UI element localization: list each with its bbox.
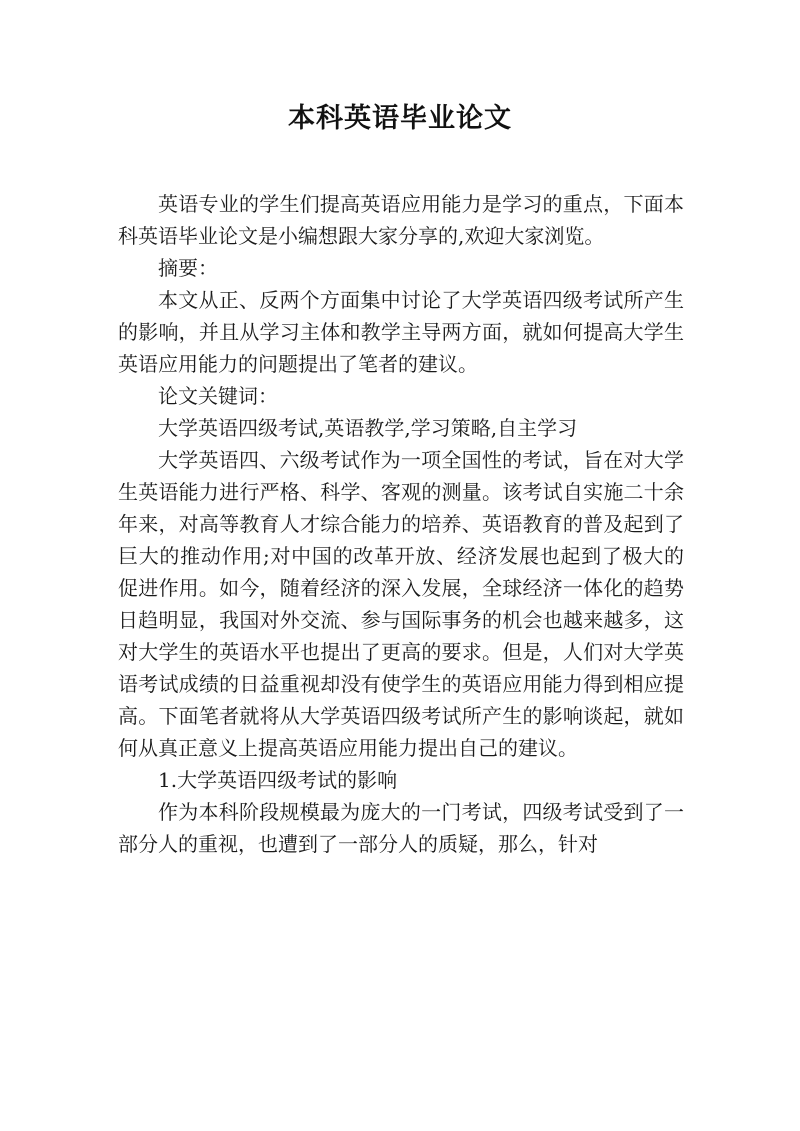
section-heading: 1.大学英语四级考试的影响 xyxy=(158,768,398,792)
body-paragraph: 大学英语四、六级考试作为一项全国性的考试，旨在对大学生英语能力进行严格、科学、客观的测量。该考试自实施二十余年来，对高等教育人才综合能力的培养、英语教育的普及起到了巨大的推动作用;对中国的改革开放、经济发展也起到了极大的促进作用。如今，随着经济的深入发展，全球经济一体化的趋势日趋明显，我国对外交流、参与国际事务的机会也越来越多，这对大学生的英语水平也提出了更高的要求。但是，人们对大学英语考试成绩的日益重视却没有使学生的英语应用能力得到相应提高。下面笔者就将从大学英语四级考试所产生的影响谈起，就如何从真正意义上提高英语应用能力提出自己的建议。 xyxy=(118,448,684,760)
document-title: 本科英语毕业论文 xyxy=(288,103,512,134)
abstract-paragraph: 本文从正、反两个方面集中讨论了大学英语四级考试所产生的影响，并且从学习主体和教学主导两方面，就如何提高大学生英语应用能力的问题提出了笔者的建议。 xyxy=(118,288,684,376)
abstract-heading: 摘要： xyxy=(158,256,218,280)
intro-paragraph: 英语专业的学生们提高英语应用能力是学习的重点，下面本科英语毕业论文是小编想跟大家分享的,欢迎大家浏览。 xyxy=(118,192,684,248)
document-body xyxy=(118,188,684,860)
keywords-paragraph: 大学英语四级考试,英语教学,学习策略,自主学习 xyxy=(158,416,578,440)
body-paragraph: 作为本科阶段规模最为庞大的一门考试，四级考试受到了一部分人的重视，也遭到了一部分人的质疑，那么，针对 xyxy=(118,800,684,856)
keywords-heading: 论文关键词： xyxy=(158,384,278,408)
